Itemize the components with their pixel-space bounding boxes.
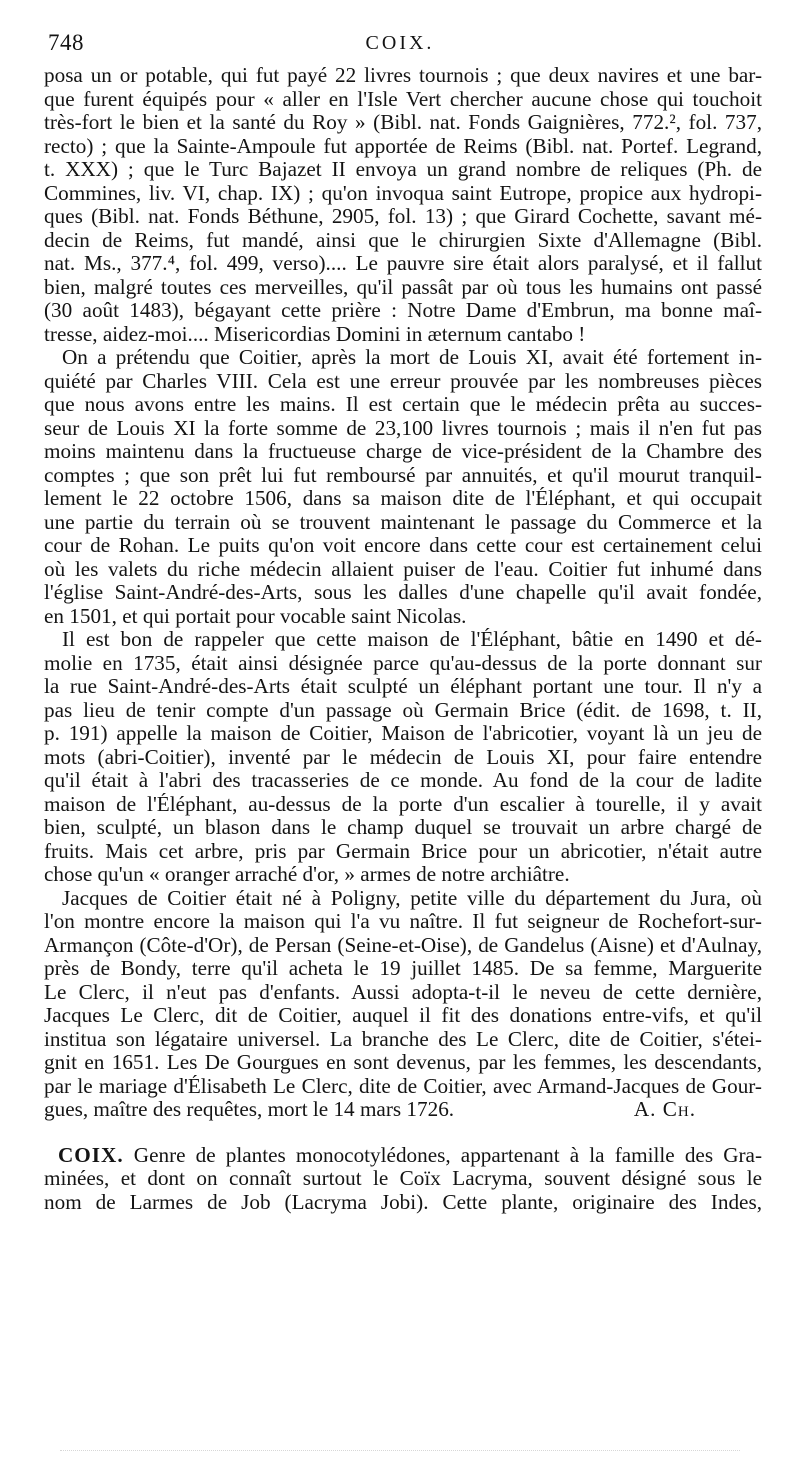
line-text: (30 août 1483), bégayant cette prière : Notre Dame d'Embrun, ma bonne maî-	[44, 299, 762, 322]
line-text: que nous avons entre les mains. Il est certain que le médecin prêta au succes-	[44, 393, 762, 416]
line-text: où les valets du riche médecin allaient puiser de l'eau. Coitier fut inhumé dans	[44, 557, 762, 581]
line-text: tresse, aidez-moi.... Misericordias Domini in æternum cantabo !	[44, 322, 586, 346]
text-line	[44, 628, 762, 652]
text-line	[44, 675, 762, 699]
line-text: près de Bondy, terre qu'il acheta le 19 juillet 1485. De sa femme, Marguerite	[44, 957, 762, 980]
line-text: recto) ; que la Sainte-Ampoule fut apportée de Reims (Bibl. nat. Portef. Legrand,	[44, 134, 762, 158]
line-text: l'on montre encore la maison qui l'a vu naître. Il fut seigneur de Rochefort-sur-	[44, 910, 762, 933]
article-text	[44, 64, 762, 1122]
line-text: nom de Larmes de Job (Lacryma Jobi). Cette plante, originaire des Indes,	[44, 1190, 762, 1214]
text-line	[44, 816, 762, 840]
text-line	[44, 511, 762, 535]
line-text: Commines, liv. VI, chap. IX) ; qu'on invoqua saint Eutrope, propice aux hydropi-	[44, 181, 762, 205]
text-line	[44, 722, 762, 746]
line-text: Le Clerc, il n'eut pas d'enfants. Aussi adopta-t-il le neveu de cette dernière,	[44, 980, 762, 1004]
line-text: decin de Reims, fut mandé, ainsi que le chirurgien Sixte d'Allemagne (Bibl.	[44, 228, 762, 252]
text-line	[44, 1075, 762, 1099]
text-line	[44, 887, 762, 911]
line-text: en 1501, et qui portait pour vocable saint Nicolas.	[44, 604, 467, 628]
text-line	[44, 88, 762, 112]
line-text: p. 191) appelle la maison de Coitier, Maison de l'abricotier, voyant là un jeu de	[44, 722, 762, 745]
text-line	[44, 699, 762, 723]
page-bottom-marks	[60, 1450, 740, 1451]
author-signature: A. Ch.	[633, 1098, 696, 1121]
text-line	[44, 581, 762, 605]
line-text: fruits. Mais cet arbre, pris par Germain Brice pour un abricotier, n'était autre	[44, 839, 762, 863]
entry-title: COIX.	[58, 1143, 124, 1167]
text-line	[44, 346, 762, 370]
text-line	[44, 417, 762, 441]
line-text: seur de Louis XI la forte somme de 23,100 livres tournois ; mais il n'en fut pas	[44, 416, 762, 440]
line-text: mots (abri-Coitier), inventé par le médecin de Louis XI, pour faire entendre	[44, 745, 762, 769]
page-number: 748	[48, 30, 84, 55]
line-text: bien, sculpté, un blason dans le champ duquel se trouvait un arbre chargé de	[44, 816, 762, 839]
text-line	[44, 229, 762, 253]
text-line	[44, 1098, 762, 1122]
line-text: t. XXX) ; que le Turc Bajazet II envoya un grand nombre de reliques (Ph. de	[44, 158, 762, 181]
line-text: minées, et dont on connaît surtout le Coïx Lacryma, souvent désigné sous le	[44, 1167, 762, 1190]
text-line	[44, 652, 762, 676]
text-line	[44, 1167, 762, 1191]
line-text: molie en 1735, était ainsi désignée parce qu'au-dessus de la porte donnant sur	[44, 651, 762, 675]
text-line	[44, 252, 762, 276]
line-text: institua son légataire universel. La branche des Le Clerc, dite de Coitier, s'étei-	[44, 1027, 762, 1051]
line-text: par le mariage d'Élisabeth Le Clerc, dite de Coitier, avec Armand-Jacques de Gour-	[44, 1074, 762, 1098]
line-text: ques (Bibl. nat. Fonds Béthune, 2905, fol. 13) ; que Girard Cochette, savant mé-	[44, 205, 762, 228]
line-text: très-fort le bien et la santé du Roy » (Bibl. nat. Fonds Gaignières, 772.², fol. 737,	[44, 111, 762, 134]
text-line	[44, 1051, 762, 1075]
line-text: lement le 22 octobre 1506, dans sa maison dite de l'Éléphant, et qui occupait	[44, 487, 762, 510]
line-text: cour de Rohan. Le puits qu'on voit encore dans cette cour est certainement celui	[44, 534, 762, 557]
entry-separator	[44, 1122, 762, 1144]
line-text: Jacques Le Clerc, dit de Coitier, auquel il fit des donations entre-vifs, et qu'il	[44, 1004, 762, 1027]
text-line	[44, 299, 762, 323]
text-line	[44, 1004, 762, 1028]
text-line	[44, 1191, 762, 1215]
article-body	[44, 64, 762, 1214]
text-line	[44, 957, 762, 981]
line-text: quiété par Charles VIII. Cela est une erreur prouvée par les nombreuses pièces	[44, 369, 762, 393]
line-text: nat. Ms., 377.⁴, fol. 499, verso).... Le pauvre sire était alors paralysé, et il fallut	[44, 252, 762, 275]
line-text: la rue Saint-André-des-Arts était sculpté un éléphant portant une tour. Il n'y a	[44, 675, 762, 698]
text-line	[44, 64, 762, 88]
text-line	[44, 323, 762, 347]
line-text: l'église Saint-André-des-Arts, sous les dalles d'une chapelle qu'il avait fondée,	[44, 581, 762, 604]
line-text: moins maintenu dans la fructueuse charge de vice-président de la Chambre des	[44, 440, 762, 463]
text-line	[44, 182, 762, 206]
line-text: Il est bon de rappeler que cette maison de l'Éléphant, bâtie en 1490 et dé-	[62, 628, 762, 651]
text-line	[44, 746, 762, 770]
text-line	[44, 205, 762, 229]
line-text: posa un or potable, qui fut payé 22 livres tournois ; que deux navires et une bar-	[44, 64, 762, 87]
text-line	[44, 1144, 762, 1168]
text-line	[44, 558, 762, 582]
running-head: COIX.	[365, 32, 435, 54]
text-line	[44, 276, 762, 300]
next-entry	[44, 1144, 762, 1215]
line-text: Genre de plantes monocotylédones, appartenant à la famille des Gra-	[133, 1143, 762, 1167]
text-line	[44, 487, 762, 511]
text-line	[44, 370, 762, 394]
text-line	[44, 863, 762, 887]
text-line	[44, 440, 762, 464]
line-text: une partie du terrain où se trouvent maintenant le passage du Commerce et la	[44, 510, 762, 534]
line-text: maison de l'Éléphant, au-dessus de la porte d'un escalier à tourelle, il y avait	[44, 792, 762, 816]
text-line	[44, 793, 762, 817]
text-line	[44, 769, 762, 793]
text-line	[44, 135, 762, 159]
text-line	[44, 910, 762, 934]
line-text: chose qu'un « oranger arraché d'or, » armes de notre archiâtre.	[44, 863, 570, 886]
text-line	[44, 111, 762, 135]
line-text: gues, maître des requêtes, mort le 14 mars 1726.	[44, 1098, 455, 1121]
text-line	[44, 1028, 762, 1052]
line-text: que furent équipés pour « aller en l'Isle Vert chercher aucune chose qui touchoit	[44, 87, 762, 111]
text-line	[44, 393, 762, 417]
text-line	[44, 605, 762, 629]
text-line	[44, 158, 762, 182]
line-text: Armançon (Côte-d'Or), de Persan (Seine-et-Oise), de Gandelus (Aisne) et d'Aulnay,	[44, 933, 762, 957]
line-text: bien, malgré toutes ces merveilles, qu'il passât par où tous les humains ont passé	[44, 275, 762, 299]
text-line	[44, 981, 762, 1005]
line-text: On a prétendu que Coitier, après la mort de Louis XI, avait été fortement in-	[62, 346, 762, 369]
line-text: qu'il était à l'abri des tracasseries de ce monde. Au fond de la cour de ladite	[44, 769, 762, 792]
text-line	[44, 534, 762, 558]
line-text: Jacques de Coitier était né à Poligny, petite ville du département du Jura, où	[62, 886, 762, 910]
text-line	[44, 840, 762, 864]
line-text: gnit en 1651. Les De Gourgues en sont devenus, par les femmes, les descendants,	[44, 1051, 762, 1074]
line-text: pas lieu de tenir compte d'un passage où Germain Brice (édit. de 1698, t. II,	[44, 698, 762, 722]
line-text: comptes ; que son prêt lui fut remboursé par annuités, et qu'il mourut tranquil-	[44, 463, 762, 487]
text-line	[44, 464, 762, 488]
text-line	[44, 934, 762, 958]
